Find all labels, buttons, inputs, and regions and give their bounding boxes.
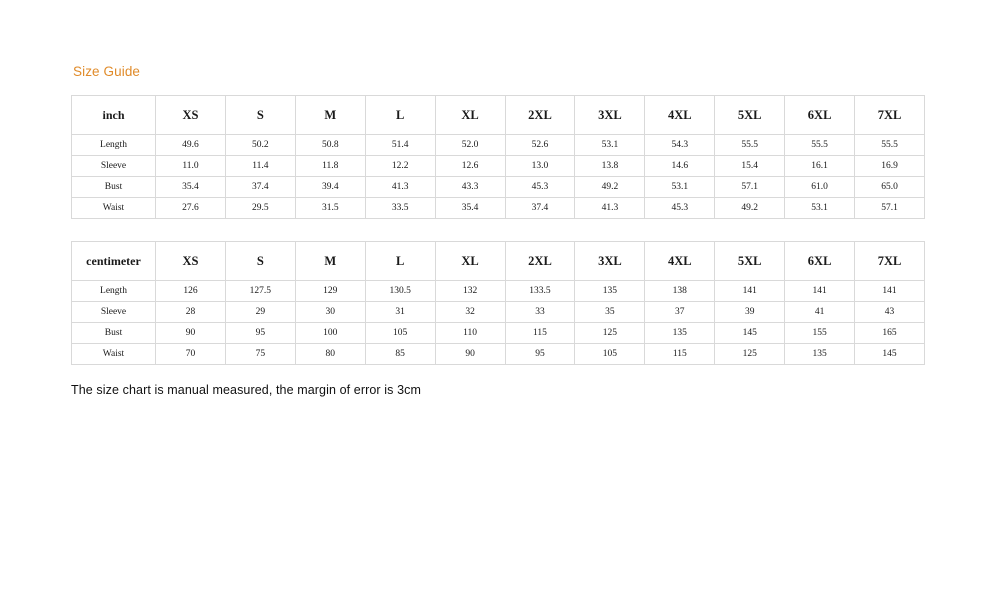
table-cell: 28 [156, 302, 226, 323]
table-cell: 90 [435, 344, 505, 365]
column-header: M [295, 96, 365, 135]
table-cell: 35.4 [435, 198, 505, 219]
column-header: XS [156, 96, 226, 135]
table-cell: 29 [225, 302, 295, 323]
table-cell: 130.5 [365, 281, 435, 302]
table-cell: 35.4 [156, 177, 226, 198]
table-cell: 12.6 [435, 156, 505, 177]
table-cell: 37.4 [505, 198, 575, 219]
column-header: 7XL [855, 96, 925, 135]
table-cell: 135 [645, 323, 715, 344]
size-guide-page [71, 64, 925, 397]
row-label: Waist [72, 344, 156, 365]
table-cell: 75 [225, 344, 295, 365]
table-cell: 50.8 [295, 135, 365, 156]
size-table-inch [71, 95, 925, 219]
table-cell: 31 [365, 302, 435, 323]
table-cell: 27.6 [156, 198, 226, 219]
table-cell: 57.1 [715, 177, 785, 198]
table-cell: 16.9 [855, 156, 925, 177]
table-cell: 12.2 [365, 156, 435, 177]
table-cell: 50.2 [225, 135, 295, 156]
table-header-row [72, 96, 925, 135]
page-title: Size Guide [73, 64, 141, 79]
table-cell: 55.5 [785, 135, 855, 156]
row-label: Length [72, 135, 156, 156]
row-label: Bust [72, 177, 156, 198]
table-row [72, 302, 925, 323]
column-header: L [365, 242, 435, 281]
table-cell: 39 [715, 302, 785, 323]
table-cell: 70 [156, 344, 226, 365]
table-cell: 13.0 [505, 156, 575, 177]
column-header: 4XL [645, 242, 715, 281]
table-cell: 49.2 [715, 198, 785, 219]
table-cell: 43 [855, 302, 925, 323]
table-cell: 115 [505, 323, 575, 344]
table-cell: 115 [645, 344, 715, 365]
column-header: 3XL [575, 96, 645, 135]
table-cell: 80 [295, 344, 365, 365]
table-cell: 141 [715, 281, 785, 302]
table-cell: 57.1 [855, 198, 925, 219]
size-table-centimeter [71, 241, 925, 365]
table-cell: 135 [785, 344, 855, 365]
column-header: 7XL [855, 242, 925, 281]
table-cell: 30 [295, 302, 365, 323]
column-header: 5XL [715, 242, 785, 281]
table-cell: 31.5 [295, 198, 365, 219]
table-row [72, 344, 925, 365]
table-row [72, 135, 925, 156]
table-cell: 54.3 [645, 135, 715, 156]
table-cell: 135 [575, 281, 645, 302]
column-header: 6XL [785, 242, 855, 281]
column-header: 2XL [505, 242, 575, 281]
column-header: L [365, 96, 435, 135]
table-cell: 61.0 [785, 177, 855, 198]
unit-label-centimeter: centimeter [72, 242, 156, 281]
table-cell: 33.5 [365, 198, 435, 219]
table-spacer [71, 219, 925, 241]
table-cell: 145 [715, 323, 785, 344]
table-cell: 127.5 [225, 281, 295, 302]
row-label: Sleeve [72, 156, 156, 177]
table-cell: 53.1 [645, 177, 715, 198]
table-cell: 49.6 [156, 135, 226, 156]
column-header: 5XL [715, 96, 785, 135]
table-cell: 43.3 [435, 177, 505, 198]
table-row [72, 198, 925, 219]
column-header: XL [435, 242, 505, 281]
table-cell: 90 [156, 323, 226, 344]
table-cell: 105 [365, 323, 435, 344]
row-label: Sleeve [72, 302, 156, 323]
table-cell: 141 [785, 281, 855, 302]
table-row [72, 281, 925, 302]
table-cell: 35 [575, 302, 645, 323]
table-row [72, 177, 925, 198]
table-cell: 53.1 [785, 198, 855, 219]
column-header: S [225, 96, 295, 135]
table-cell: 55.5 [715, 135, 785, 156]
table-cell: 11.4 [225, 156, 295, 177]
table-cell: 95 [505, 344, 575, 365]
table-cell: 55.5 [855, 135, 925, 156]
table-cell: 41.3 [575, 198, 645, 219]
unit-label-inch: inch [72, 96, 156, 135]
table-row [72, 323, 925, 344]
table-cell: 49.2 [575, 177, 645, 198]
column-header: 6XL [785, 96, 855, 135]
table-row [72, 156, 925, 177]
table-cell: 165 [855, 323, 925, 344]
table-cell: 37 [645, 302, 715, 323]
column-header: XL [435, 96, 505, 135]
table-cell: 100 [295, 323, 365, 344]
column-header: 2XL [505, 96, 575, 135]
table-cell: 95 [225, 323, 295, 344]
table-header-row [72, 242, 925, 281]
table-cell: 41.3 [365, 177, 435, 198]
table-cell: 14.6 [645, 156, 715, 177]
table-cell: 15.4 [715, 156, 785, 177]
column-header: 4XL [645, 96, 715, 135]
row-label: Waist [72, 198, 156, 219]
table-cell: 33 [505, 302, 575, 323]
table-cell: 32 [435, 302, 505, 323]
table-cell: 138 [645, 281, 715, 302]
table-cell: 145 [855, 344, 925, 365]
table-cell: 37.4 [225, 177, 295, 198]
column-header: M [295, 242, 365, 281]
table-cell: 13.8 [575, 156, 645, 177]
table-cell: 132 [435, 281, 505, 302]
table-cell: 11.8 [295, 156, 365, 177]
table-cell: 52.6 [505, 135, 575, 156]
column-header: S [225, 242, 295, 281]
table-cell: 39.4 [295, 177, 365, 198]
table-cell: 133.5 [505, 281, 575, 302]
table-cell: 53.1 [575, 135, 645, 156]
table-cell: 51.4 [365, 135, 435, 156]
row-label: Length [72, 281, 156, 302]
table-cell: 105 [575, 344, 645, 365]
table-cell: 126 [156, 281, 226, 302]
row-label: Bust [72, 323, 156, 344]
table-cell: 110 [435, 323, 505, 344]
table-cell: 125 [715, 344, 785, 365]
measurement-note: The size chart is manual measured, the margin of error is 3cm [71, 383, 421, 397]
table-cell: 65.0 [855, 177, 925, 198]
table-cell: 155 [785, 323, 855, 344]
table-cell: 11.0 [156, 156, 226, 177]
table-cell: 141 [855, 281, 925, 302]
column-header: XS [156, 242, 226, 281]
table-cell: 52.0 [435, 135, 505, 156]
table-cell: 129 [295, 281, 365, 302]
column-header: 3XL [575, 242, 645, 281]
table-cell: 45.3 [505, 177, 575, 198]
table-cell: 16.1 [785, 156, 855, 177]
table-cell: 125 [575, 323, 645, 344]
table-cell: 29.5 [225, 198, 295, 219]
table-cell: 41 [785, 302, 855, 323]
table-cell: 45.3 [645, 198, 715, 219]
table-cell: 85 [365, 344, 435, 365]
